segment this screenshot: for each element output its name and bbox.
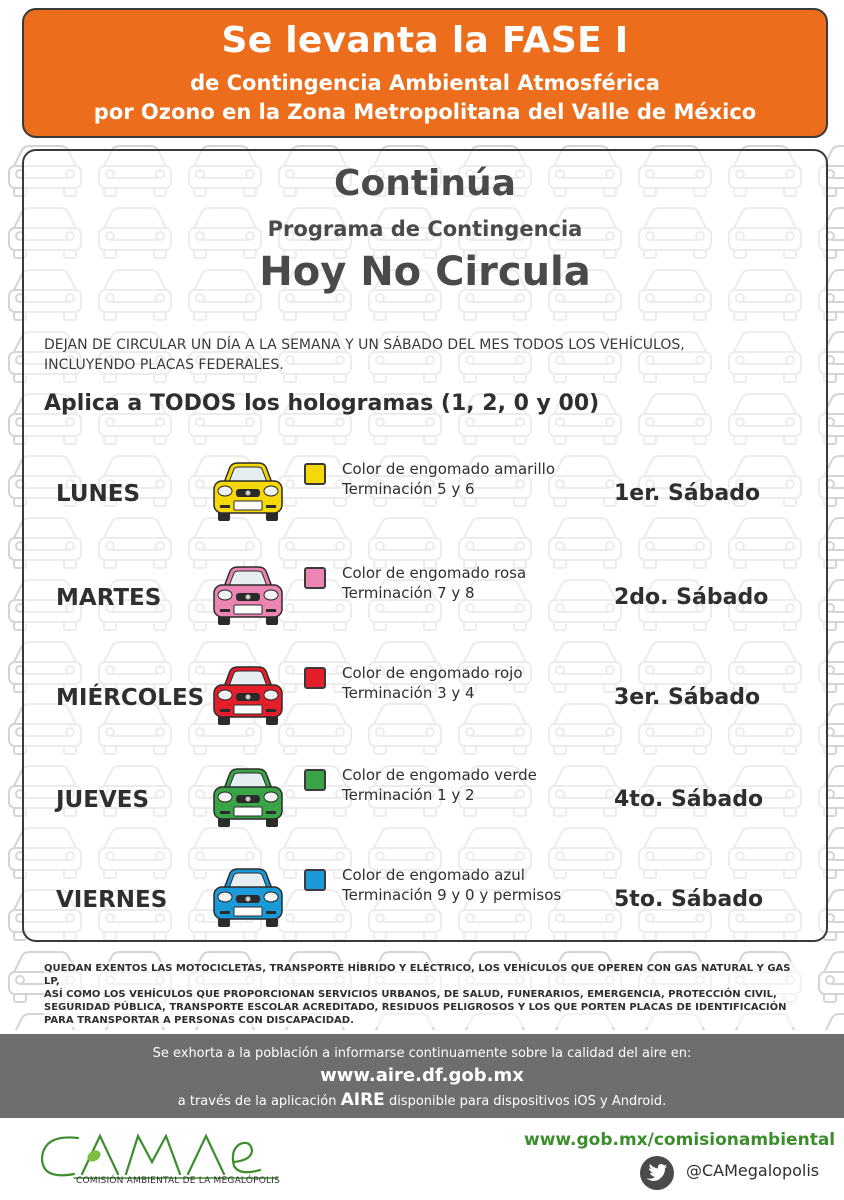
car-front-icon [212, 865, 284, 929]
car-front-icon [212, 663, 284, 727]
sticker-color-swatch [304, 463, 326, 485]
day-row [24, 865, 826, 945]
day-name: JUEVES [56, 787, 150, 813]
programa-subheading: Programa de Contingencia [267, 217, 583, 241]
sticker-color-swatch [304, 869, 326, 891]
sticker-color-label: Color de engomado amarillo [342, 460, 555, 478]
header-subtitle-line1: de Contingencia Ambiental Atmosférica [190, 71, 660, 95]
hoy-no-circula-title: Hoy No Circula [259, 249, 591, 295]
website-link[interactable]: www.gob.mx/comisionambiental [524, 1130, 836, 1150]
sticker-info [342, 765, 537, 805]
exentos-line1: QUEDAN EXENTOS LAS MOTOCICLETAS, TRANSPORTE HÍBRIDO Y ELÉCTRICO, LOS VEHÍCULOS QUE OPEREN CON GAS NATURAL Y GAS LP, [44, 963, 791, 987]
sticker-color-label: Color de engomado azul [342, 866, 525, 884]
sticker-color-swatch [304, 667, 326, 689]
termination-label: Terminación 9 y 0 y permisos [342, 886, 562, 904]
car-front-icon [212, 563, 284, 627]
termination-label: Terminación 5 y 6 [342, 480, 475, 498]
sticker-color-swatch [304, 769, 326, 791]
header-banner [22, 8, 828, 138]
dejan-line1: DEJAN DE CIRCULAR UN DÍA A LA SEMANA Y UN SÁBADO DEL MES TODOS LOS VEHÍCULOS, [44, 337, 685, 353]
sticker-info [342, 865, 561, 905]
saturday-label: 5to. Sábado [614, 887, 764, 912]
day-name: MIÉRCOLES [56, 685, 205, 711]
twitter-handle[interactable]: @CAMegalopolis [686, 1161, 820, 1180]
day-name: LUNES [56, 481, 141, 507]
sticker-info [342, 663, 523, 703]
day-row [24, 563, 826, 643]
day-name: VIERNES [56, 887, 168, 913]
app-suffix: disponible para dispositivos iOS y Android. [388, 1094, 667, 1109]
sticker-info [342, 459, 555, 499]
footer-exhorta: Se exhorta a la población a informarse continuamente sobre la calidad del aire en: [152, 1046, 692, 1061]
exentos-line4: PARA TRANSPORTAR A PERSONAS CON DISCAPACIDAD. [44, 1015, 354, 1026]
termination-label: Terminación 3 y 4 [342, 684, 475, 702]
logo-subtitle: COMISIÓN AMBIENTAL DE LA MEGALÓPOLIS [76, 1176, 281, 1186]
saturday-label: 3er. Sábado [614, 685, 761, 710]
continua-heading: Continúa [334, 163, 516, 204]
header-title: Se levanta la FASE I [221, 20, 629, 61]
sticker-color-label: Color de engomado verde [342, 766, 537, 784]
day-row [24, 663, 826, 743]
sticker-info [342, 563, 526, 603]
exentos-line3: SEGURIDAD PÚBLICA, TRANSPORTE ESCOLAR ACREDITADO, RESIDUOS PELIGROSOS Y LOS QUE PORTEN PLACAS DE IDENTIFICACIÓN [44, 1002, 787, 1013]
sticker-color-swatch [304, 567, 326, 589]
day-row [24, 765, 826, 845]
car-front-icon [212, 765, 284, 829]
exemptions-text [44, 962, 804, 1027]
termination-label: Terminación 7 y 8 [342, 584, 475, 602]
footer-info-bar [0, 1034, 844, 1118]
app-prefix: a través de la aplicación [177, 1094, 337, 1109]
dejan-text [44, 335, 804, 375]
app-name: AIRE [340, 1090, 385, 1110]
saturday-label: 2do. Sábado [614, 585, 769, 610]
footer-app-line [0, 1090, 844, 1110]
dejan-line2: INCLUYENDO PLACAS FEDERALES. [44, 357, 284, 373]
aplica-heading: Aplica a TODOS los hologramas (1, 2, 0 y 00) [44, 391, 600, 416]
saturday-label: 1er. Sábado [614, 481, 761, 506]
termination-label: Terminación 1 y 2 [342, 786, 475, 804]
sticker-color-label: Color de engomado rojo [342, 664, 523, 682]
day-row [24, 459, 826, 539]
program-panel [22, 149, 828, 942]
sticker-color-label: Color de engomado rosa [342, 564, 527, 582]
header-subtitle-line2: por Ozono en la Zona Metropolitana del Valle de México [93, 100, 757, 124]
exentos-line2: ASÍ COMO LOS VEHÍCULOS QUE PROPORCIONAN SERVICIOS URBANOS, DE SALUD, FUNERARIOS, EMERGENCIA, PROTECCIÓN CIVIL, [44, 989, 777, 1000]
footer-url-link[interactable]: www.aire.df.gob.mx [320, 1065, 524, 1086]
twitter-bird-icon[interactable] [640, 1156, 674, 1190]
day-name: MARTES [56, 585, 162, 611]
car-front-icon [212, 459, 284, 523]
saturday-label: 4to. Sábado [614, 787, 764, 812]
